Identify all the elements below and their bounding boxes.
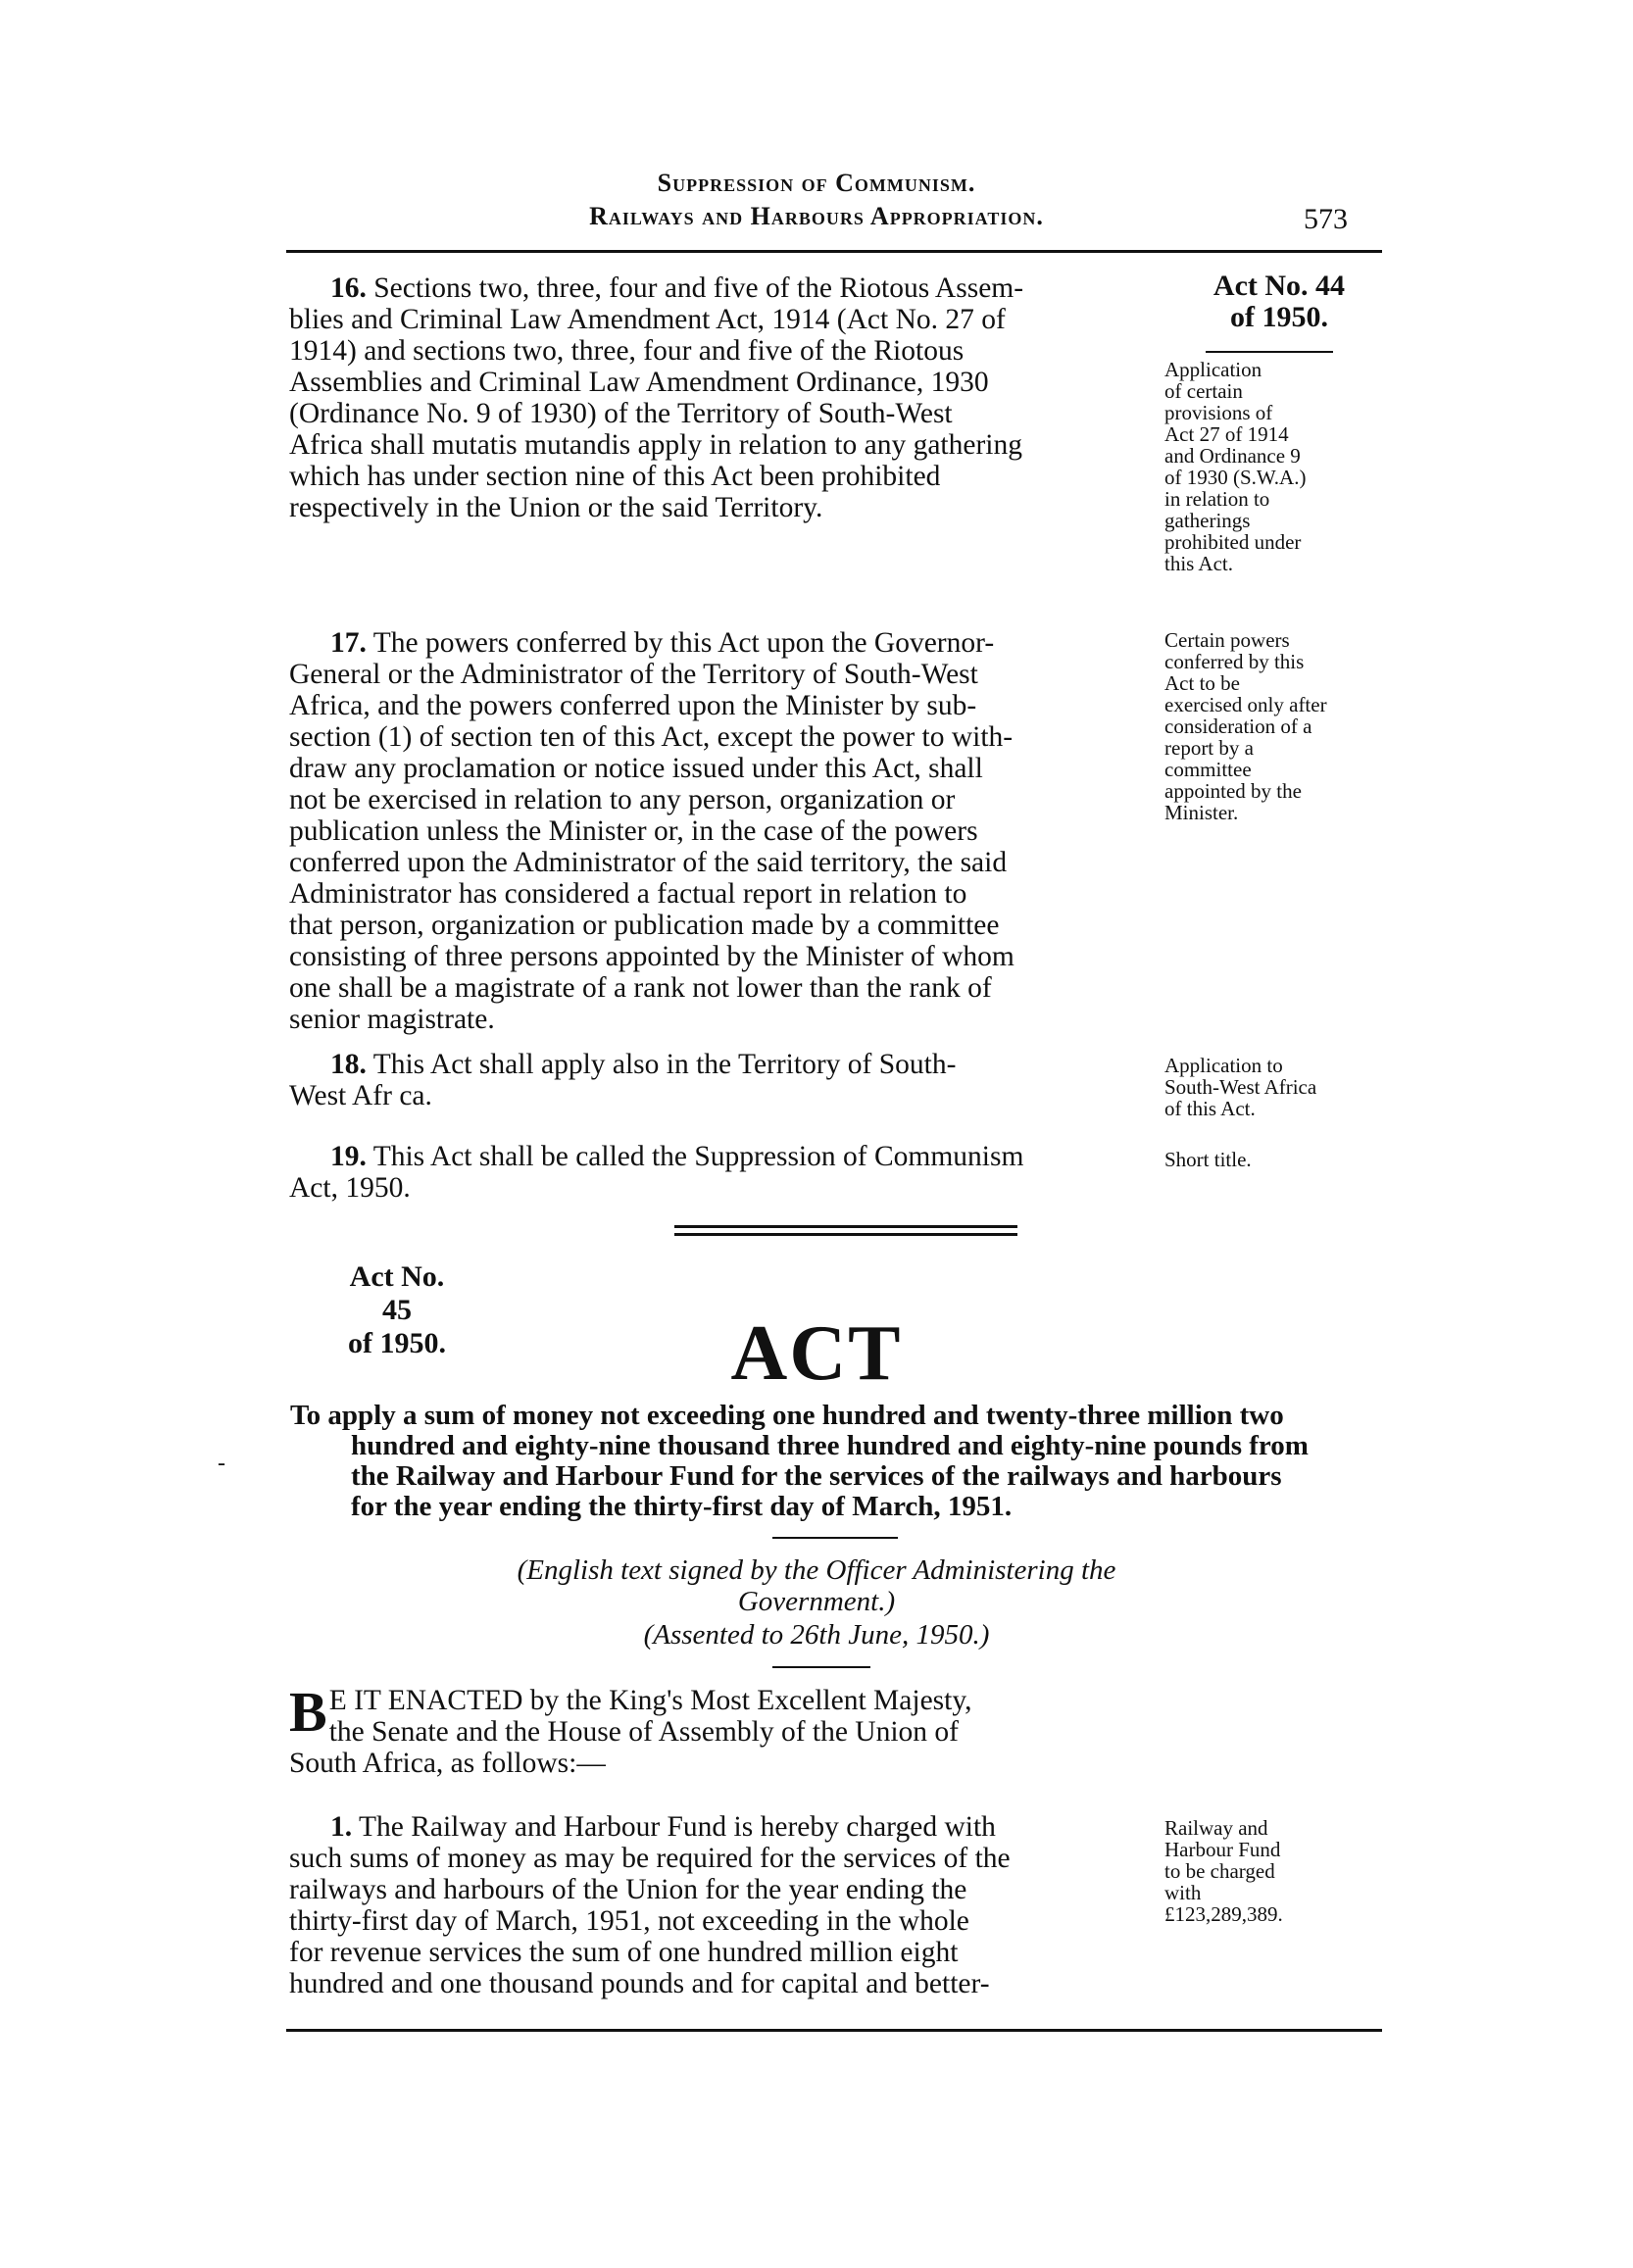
section-17-line: conferred upon the Administrator of the said territory, the said [289, 847, 1008, 878]
act-44-reference-rule [1206, 351, 1333, 353]
act-44-reference [1181, 271, 1377, 333]
section-19-line: 19. This Act shall be called the Suppression of Communism [330, 1141, 1024, 1172]
section-16-line: blies and Criminal Law Amendment Act, 1914 (Act No. 27 of [289, 304, 1006, 335]
section-16 [289, 272, 1142, 523]
act-44-ref-line-1: Act No. 44 [1212, 270, 1346, 302]
header-rule [286, 250, 1382, 253]
assent-date: (Assented to 26th June, 1950.) [643, 1619, 990, 1651]
section-16-line: Assemblies and Criminal Law Amendment Ordinance, 1930 [289, 367, 989, 398]
section-19-margin-note: Short title. [1164, 1148, 1252, 1171]
section-1 [289, 1811, 1142, 1999]
section-16-number: 16. [330, 272, 367, 304]
section-16-line: Africa shall mutatis mutandis apply in relation to any gathering [289, 429, 1022, 461]
section-17-line: section (1) of section ten of this Act, except the power to with- [289, 721, 1014, 753]
section-18-line: West Afr ca. [289, 1080, 432, 1111]
act-long-title: To apply a sum of money not exceeding one hundred and twenty-three million two hundred and eighty-nine thousand three hundred and eighty-nine pounds from the Railway and Harbour Fund for the services of the railways and harbours for the year ending the thirty-first day of March, 1951. [290, 1400, 1309, 1522]
section-17-line: consisting of three persons appointed by the Minister of whom [289, 941, 1014, 972]
section-17-number: 17. [330, 627, 367, 659]
section-16-line: (Ordinance No. 9 of 1930) of the Territory of South-West [289, 398, 953, 429]
section-18-line: 18. This Act shall apply also in the Territory of South- [330, 1049, 957, 1080]
act-45-reference: Act No. 45 of 1950. [348, 1260, 446, 1359]
section-1-line: for revenue services the sum of one hundred million eight [289, 1937, 959, 1968]
running-header-line-2: Railways and Harbours Appropriation. [589, 202, 1044, 230]
act-separator-rule-2 [674, 1233, 1017, 1236]
section-1-line: such sums of money as may be required for the services of the [289, 1843, 1011, 1874]
act-separator-rule-1 [674, 1225, 1017, 1228]
margin-dash-mark: - [218, 1451, 225, 1476]
section-17-line: draw any proclamation or notice issued under this Act, shall [289, 753, 983, 784]
section-1-number: 1. [330, 1811, 353, 1843]
assent-rule [772, 1666, 870, 1668]
section-17-line: Administrator has considered a factual report in relation to [289, 878, 967, 910]
section-19 [289, 1141, 1142, 1204]
signed-note-line-1: (English text signed by the Officer Administering the [517, 1554, 1116, 1586]
section-1-line: thirty-first day of March, 1951, not exceeding in the whole [289, 1905, 969, 1937]
enacting-clause: B E IT ENACTED by the King's Most Excellent Majesty, the Senate and the House of Assembly of the Union of South Africa, as follows:— [289, 1680, 972, 1779]
section-1-line: railways and harbours of the Union for the year ending the [289, 1874, 967, 1905]
section-17 [289, 627, 1142, 1035]
act-heading: ACT [730, 1310, 903, 1397]
section-16-line: which has under section nine of this Act been prohibited [289, 461, 941, 492]
section-19-number: 19. [330, 1141, 367, 1172]
section-17-line: publication unless the Minister or, in the case of the powers [289, 815, 978, 847]
section-1-line: hundred and one thousand pounds and for capital and better- [289, 1968, 990, 1999]
section-16-line: 16. Sections two, three, four and five of the Riotous Assem- [330, 272, 1024, 304]
running-header-line-1: Suppression of Communism. [657, 169, 976, 197]
section-16-margin-note: Application of certain provisions of Act 27 of 1914 and Ordinance 9 of 1930 (S.W.A.) in relation to gatherings prohibited under this Act. [1164, 358, 1307, 575]
section-17-line: General or the Administrator of the Territory of South-West [289, 659, 978, 690]
section-18-number: 18. [330, 1049, 367, 1080]
signed-note-line-2: Government.) [737, 1586, 896, 1617]
section-17-line: Africa, and the powers conferred upon the Minister by sub- [289, 690, 977, 721]
section-17-line: senior magistrate. [289, 1004, 495, 1035]
section-17-line: that person, organization or publication made by a committee [289, 910, 1000, 941]
section-16-line: respectively in the Union or the said Territory. [289, 492, 823, 523]
long-title-rule [772, 1537, 898, 1539]
footer-rule [286, 2029, 1382, 2032]
section-16-line: 1914) and sections two, three, four and five of the Riotous [289, 335, 965, 367]
section-19-line: Act, 1950. [289, 1172, 411, 1204]
drop-cap: B [289, 1680, 327, 1744]
section-17-line: one shall be a magistrate of a rank not lower than the rank of [289, 972, 992, 1004]
act-44-ref-line-2: of 1950. [1230, 301, 1328, 333]
section-18 [289, 1049, 1142, 1111]
section-17-line: 17. The powers conferred by this Act upon the Governor- [330, 627, 995, 659]
section-1-line: 1. The Railway and Harbour Fund is hereby charged with [330, 1811, 996, 1843]
section-17-margin-note: Certain powers conferred by this Act to be exercised only after consideration of a report by a committee appointed by the Minister. [1164, 628, 1327, 824]
page-number: 573 [1304, 203, 1348, 235]
section-17-line: not be exercised in relation to any person, organization or [289, 784, 956, 815]
section-1-margin-note: Railway and Harbour Fund to be charged with £123,289,389. [1164, 1816, 1283, 1926]
section-18-margin-note: Application to South-West Africa of this Act. [1164, 1054, 1317, 1120]
